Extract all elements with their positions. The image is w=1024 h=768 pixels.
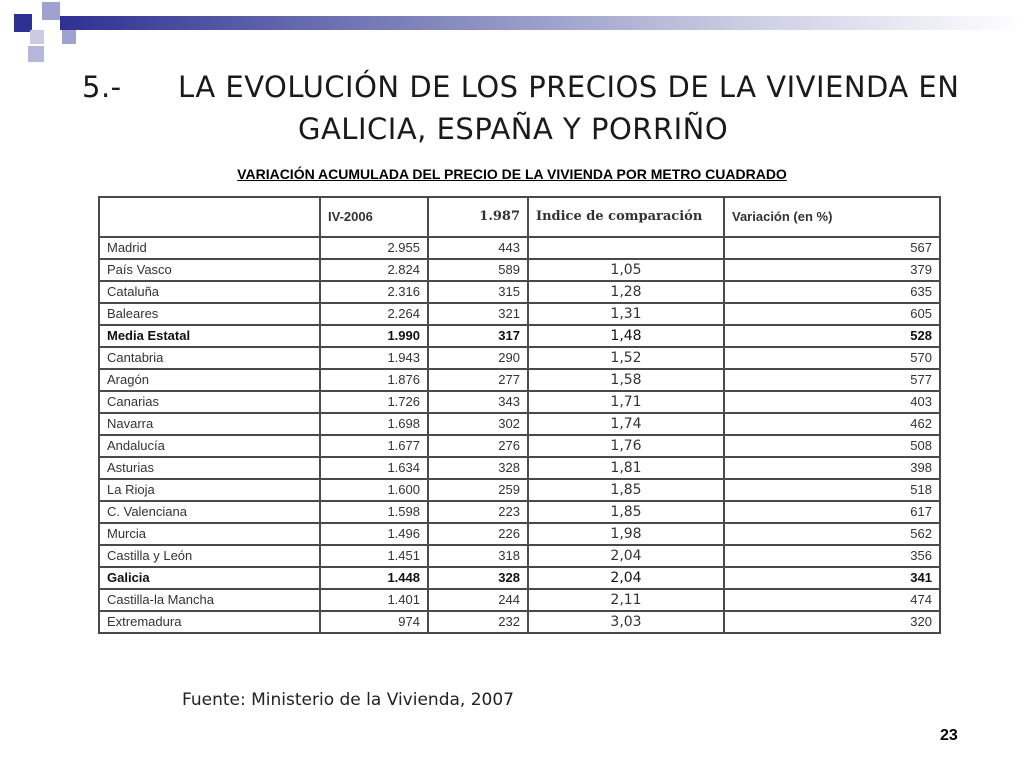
cell-1987: 317	[428, 325, 528, 347]
cell-variacion: 398	[724, 457, 940, 479]
cell-region: La Rioja	[99, 479, 320, 501]
cell-variacion: 320	[724, 611, 940, 633]
header-gradient-bar	[60, 16, 1024, 30]
cell-region: Galicia	[99, 567, 320, 589]
cell-indice: 1,52	[528, 347, 724, 369]
cell-iv-2006: 1.598	[320, 501, 428, 523]
cell-1987: 290	[428, 347, 528, 369]
cell-region: Asturias	[99, 457, 320, 479]
cell-variacion: 567	[724, 237, 940, 259]
cell-region: Madrid	[99, 237, 320, 259]
cell-iv-2006: 1.726	[320, 391, 428, 413]
table-row	[99, 589, 940, 611]
cell-indice: 1,74	[528, 413, 724, 435]
cell-iv-2006: 2.316	[320, 281, 428, 303]
table-row	[99, 567, 940, 589]
table-row	[99, 325, 940, 347]
cell-region: Andalucía	[99, 435, 320, 457]
cell-region: C. Valenciana	[99, 501, 320, 523]
header-iv-2006: IV-2006	[320, 197, 428, 237]
cell-indice: 3,03	[528, 611, 724, 633]
cell-1987: 232	[428, 611, 528, 633]
cell-iv-2006: 1.876	[320, 369, 428, 391]
cell-indice: 1,31	[528, 303, 724, 325]
cell-1987: 589	[428, 259, 528, 281]
header-indice: Indice de comparación	[528, 197, 724, 237]
cell-region: Castilla y León	[99, 545, 320, 567]
table-row	[99, 303, 940, 325]
cell-variacion: 379	[724, 259, 940, 281]
header-region	[99, 197, 320, 237]
cell-variacion: 403	[724, 391, 940, 413]
table-row	[99, 435, 940, 457]
cell-region: Cantabria	[99, 347, 320, 369]
cell-variacion: 356	[724, 545, 940, 567]
cell-iv-2006: 1.677	[320, 435, 428, 457]
cell-region: Media Estatal	[99, 325, 320, 347]
cell-region: Castilla-la Mancha	[99, 589, 320, 611]
cell-iv-2006: 1.401	[320, 589, 428, 611]
cell-1987: 226	[428, 523, 528, 545]
cell-region: Murcia	[99, 523, 320, 545]
table-row	[99, 479, 940, 501]
cell-indice: 1,48	[528, 325, 724, 347]
cell-region: Cataluña	[99, 281, 320, 303]
cell-variacion: 577	[724, 369, 940, 391]
table-body	[99, 237, 940, 633]
cell-iv-2006: 974	[320, 611, 428, 633]
cell-variacion: 518	[724, 479, 940, 501]
table-row	[99, 281, 940, 303]
title-line-2: GALICIA, ESPAÑA Y PORRIÑO	[298, 112, 729, 146]
price-table	[98, 196, 941, 634]
cell-variacion: 474	[724, 589, 940, 611]
table-row	[99, 237, 940, 259]
cell-1987: 259	[428, 479, 528, 501]
table-row	[99, 369, 940, 391]
cell-variacion: 635	[724, 281, 940, 303]
cell-indice: 1,98	[528, 523, 724, 545]
cell-1987: 328	[428, 567, 528, 589]
table-subtitle: VARIACIÓN ACUMULADA DEL PRECIO DE LA VIVIENDA POR METRO CUADRADO	[237, 166, 787, 182]
cell-region: Extremadura	[99, 611, 320, 633]
cell-indice: 2,04	[528, 545, 724, 567]
table-header-row	[99, 197, 940, 237]
cell-variacion: 508	[724, 435, 940, 457]
corner-square-light-bottom	[28, 46, 44, 62]
cell-iv-2006: 1.448	[320, 567, 428, 589]
cell-variacion: 528	[724, 325, 940, 347]
header-1987: 1.987	[428, 197, 528, 237]
cell-indice	[528, 237, 724, 259]
cell-1987: 277	[428, 369, 528, 391]
table-row	[99, 611, 940, 633]
cell-variacion: 570	[724, 347, 940, 369]
cell-region: Aragón	[99, 369, 320, 391]
title-line-1: LA EVOLUCIÓN DE LOS PRECIOS DE LA VIVIENDA EN	[178, 70, 960, 104]
cell-iv-2006: 2.264	[320, 303, 428, 325]
cell-indice: 1,85	[528, 501, 724, 523]
cell-iv-2006: 1.496	[320, 523, 428, 545]
cell-iv-2006: 1.943	[320, 347, 428, 369]
table-row	[99, 457, 940, 479]
cell-region: Baleares	[99, 303, 320, 325]
cell-1987: 443	[428, 237, 528, 259]
cell-1987: 321	[428, 303, 528, 325]
cell-iv-2006: 1.451	[320, 545, 428, 567]
cell-region: Canarias	[99, 391, 320, 413]
source-note: Fuente: Ministerio de la Vivienda, 2007	[182, 690, 514, 710]
cell-indice: 1,76	[528, 435, 724, 457]
cell-indice: 1,28	[528, 281, 724, 303]
cell-variacion: 462	[724, 413, 940, 435]
cell-iv-2006: 2.955	[320, 237, 428, 259]
cell-variacion: 617	[724, 501, 940, 523]
cell-1987: 315	[428, 281, 528, 303]
title-number: 5.-	[82, 70, 122, 104]
cell-indice: 1,81	[528, 457, 724, 479]
table-row	[99, 259, 940, 281]
cell-variacion: 341	[724, 567, 940, 589]
cell-1987: 276	[428, 435, 528, 457]
cell-iv-2006: 1.634	[320, 457, 428, 479]
corner-square-light	[30, 30, 44, 44]
cell-variacion: 605	[724, 303, 940, 325]
table-row	[99, 523, 940, 545]
corner-square-lavender-small	[62, 30, 76, 44]
cell-indice: 2,11	[528, 589, 724, 611]
cell-iv-2006: 2.824	[320, 259, 428, 281]
cell-1987: 318	[428, 545, 528, 567]
table-row	[99, 413, 940, 435]
table-row	[99, 391, 940, 413]
cell-iv-2006: 1.698	[320, 413, 428, 435]
cell-1987: 244	[428, 589, 528, 611]
cell-indice: 1,58	[528, 369, 724, 391]
page-number: 23	[940, 727, 958, 744]
table-row	[99, 501, 940, 523]
corner-square-lavender	[42, 2, 60, 20]
cell-iv-2006: 1.600	[320, 479, 428, 501]
cell-1987: 302	[428, 413, 528, 435]
cell-indice: 1,71	[528, 391, 724, 413]
cell-indice: 2,04	[528, 567, 724, 589]
cell-region: País Vasco	[99, 259, 320, 281]
cell-iv-2006: 1.990	[320, 325, 428, 347]
cell-region: Navarra	[99, 413, 320, 435]
table-row	[99, 545, 940, 567]
cell-indice: 1,85	[528, 479, 724, 501]
header-variacion: Variación (en %)	[724, 197, 940, 237]
cell-1987: 343	[428, 391, 528, 413]
cell-variacion: 562	[724, 523, 940, 545]
table-row	[99, 347, 940, 369]
cell-indice: 1,05	[528, 259, 724, 281]
cell-1987: 223	[428, 501, 528, 523]
cell-1987: 328	[428, 457, 528, 479]
